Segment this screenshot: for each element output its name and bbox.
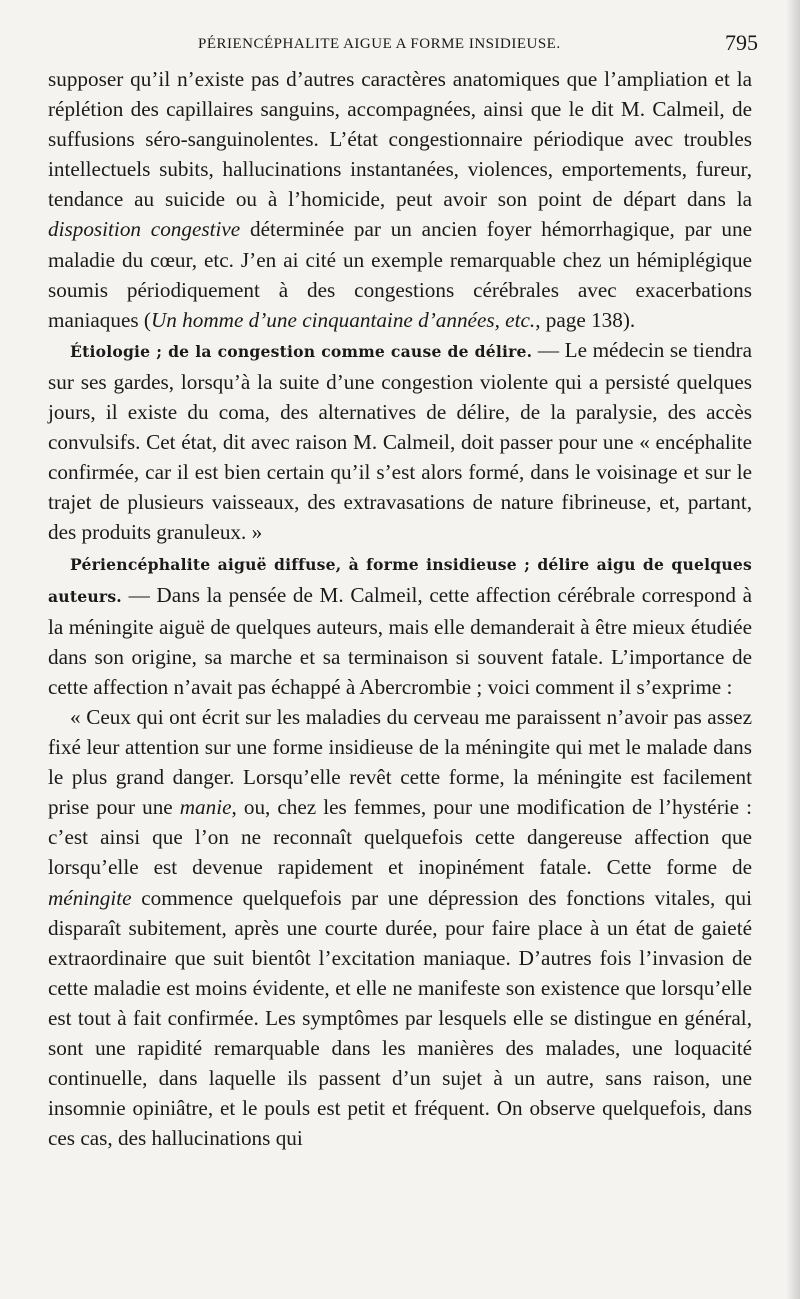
page-header — [48, 30, 758, 60]
paragraph-4-text-e: commence quelquefois par une dépression des fonctions vitales, qui disparaît subitement, après une courte durée, pour faire place à un état de gaieté extraordinaire que suit bientôt l’excitation maniaque. D’autres fois l’invasion de cette maladie est moins évidente, et elle ne manifeste son existence que lorsqu’elle est tout à fait confirmée. Les symptômes par lesquels elle se distingue en général, sont une rapidité remarquable dans les manières des malades, une loquacité continuelle, dans laquelle ils passent d’un sujet à un autre, sans raison, une insomnie opiniâtre, et le pouls est petit et fréquent. On observe quelquefois, dans ces cas, des hallucinations qui — [48, 885, 752, 1151]
page-edge-shadow — [786, 0, 800, 1299]
paragraph-1-text-a: supposer qu’il n’existe pas d’autres caractères anatomiques que l’ampliation et la réplétion des capillaires sanguins, accompagnées, ainsi que le dit M. Calmeil, de suffusions séro-sanguinolentes. L’état congestionnaire périodique avec troubles intellectuels subits, hallucinations instantanées, violences, emportements, fureur, tendance au suicide ou à l’homicide, peut avoir son point de départ dans la — [48, 67, 752, 212]
paragraph-1-text-c: déterminée par un ancien foyer hémorrhagique, par une maladie du cœur, etc. J’en ai cité un exemple remarquable chez un hémiplégique soumis périodiquement à des congestions cérébrales avec exacerbations maniaques ( — [48, 217, 752, 332]
paragraph-4-quote — [48, 702, 752, 1153]
body-text — [48, 64, 752, 1153]
running-title: PÉRIENCÉPHALITE AIGUE A FORME INSIDIEUSE. — [198, 36, 561, 52]
paragraph-3-text: — Dans la pensée de M. Calmeil, cette affection cérébrale correspond à la méningite aiguë de quelques auteurs, mais elle demanderait à être mieux étudiée dans son origine, sa marche et sa terminaison si souvent fatale. L’importance de cette affection n’avait pas échappé à Abercrombie ; voici comment il s’exprime : — [48, 582, 752, 699]
paragraph-1-text-e: , page 138). — [535, 307, 636, 332]
paragraph-4-italic-d: méningite — [48, 885, 132, 910]
section-heading-etiologie: Étiologie ; de la congestion comme cause de délire. — [70, 341, 533, 361]
paragraph-1 — [48, 64, 752, 335]
paragraph-4-text-a: « Ceux qui ont écrit sur les maladies du cerveau me paraissent n’avoir pas assez fixé leur attention sur une forme insidieuse de la méningite qui met le malade dans le plus grand danger. Lorsqu’elle revêt cette forme, la méningite est facilement prise pour une — [48, 704, 752, 820]
page-number: 795 — [725, 30, 758, 55]
paragraph-2-text: — Le médecin se tiendra sur ses gardes, lorsqu’à la suite d’une congestion violente qui a persisté quelques jours, il existe du coma, des alternatives de délire, de la paralysie, des accès convulsifs. Cet état, dit avec raison M. Calmeil, doit passer pour une « encéphalite confirmée, car il est bien certain qu’il s’est alors formé, dans le voisinage et sur le trajet de plusieurs vaisseaux, des extravasations de nature fibrineuse, et, partant, des produits granuleux. » — [48, 337, 752, 545]
paragraph-1-italic-d: Un homme d’une cinquantaine d’années, etc. — [150, 307, 536, 332]
paragraph-4-italic-b: manie — [179, 795, 232, 820]
paragraph-3 — [48, 548, 752, 702]
paragraph-2 — [48, 335, 752, 548]
paragraph-1-italic-b: disposition congestive — [48, 217, 241, 242]
paragraph-4-text-c: , ou, chez les femmes, pour une modification de l’hystérie : c’est ainsi que l’on ne reconnaît quelquefois cette dangereuse affection que lorsqu’elle est devenue rapidement et inopinément fatale. Cette forme de — [48, 795, 752, 880]
section-heading-periencephalite: Périencéphalite aiguë diffuse, à forme insidieuse ; délire aigu de quelques auteurs. — [48, 554, 752, 606]
